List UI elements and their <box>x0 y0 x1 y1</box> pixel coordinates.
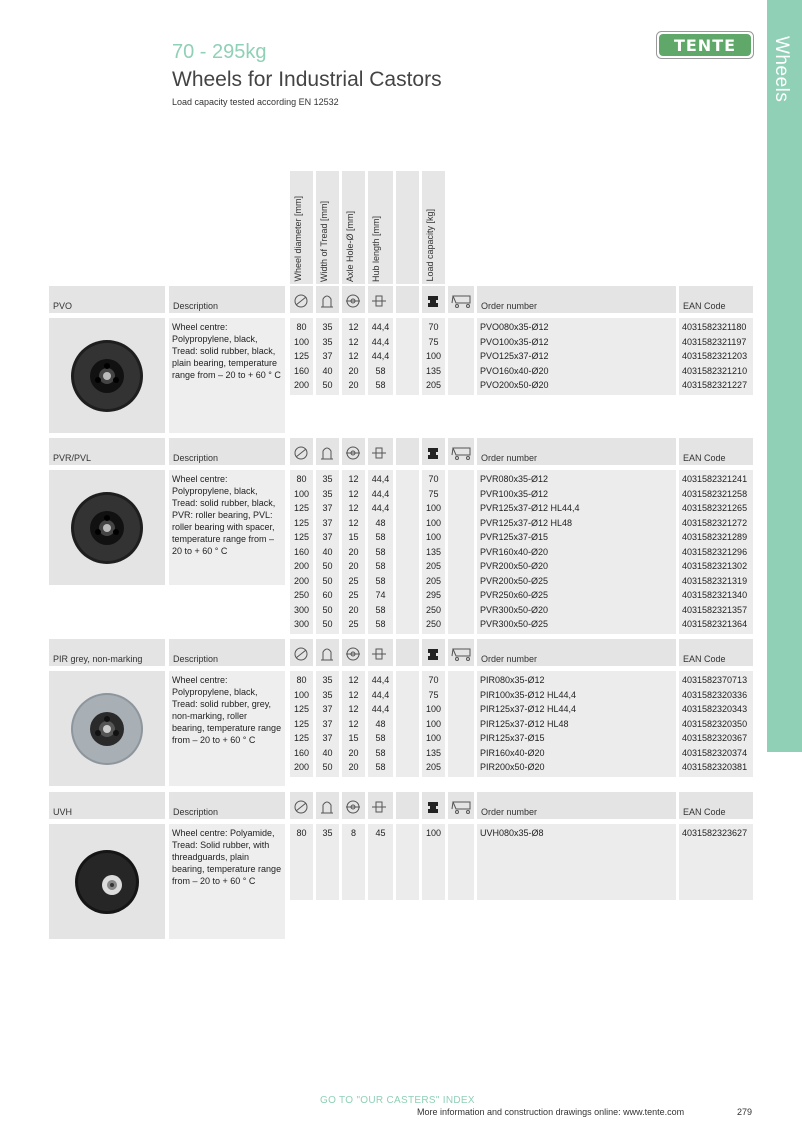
table-row <box>0 603 802 618</box>
axle-hole: 20 <box>348 747 359 758</box>
axle-hole-header <box>342 438 365 465</box>
axle-hole: 12 <box>348 704 359 714</box>
hub-length: 58 <box>375 747 386 758</box>
order-number[interactable]: PIR200x50-Ø20 <box>480 762 545 772</box>
wheel-diameter: 125 <box>293 351 310 361</box>
ean-code: 4031582321340 <box>682 590 748 600</box>
ean-code: 4031582320343 <box>682 704 748 714</box>
order-number[interactable]: PVR300x50-Ø20 <box>480 604 549 615</box>
axle-hole-header <box>342 639 365 666</box>
wheel-diameter: 125 <box>293 733 310 743</box>
ean-code: 4031582321296 <box>682 546 748 557</box>
load-capacity: 295 <box>425 590 442 600</box>
order-number[interactable]: PVR080x35-Ø12 <box>480 474 549 484</box>
section-header <box>49 639 165 666</box>
order-number-label: Order number <box>481 654 538 664</box>
section-name: PVR/PVL <box>53 453 92 463</box>
load-capacity: 205 <box>425 561 442 571</box>
description-header <box>169 286 285 313</box>
wheel-diameter: 160 <box>293 546 310 557</box>
ean-code: 4031582320350 <box>682 718 748 729</box>
wheel-diameter: 80 <box>296 828 307 838</box>
trolley-header <box>448 438 474 465</box>
tread-width: 40 <box>322 546 333 557</box>
trolley-header <box>448 792 474 819</box>
wheel-diameter: 80 <box>296 675 307 685</box>
axle-hole: 12 <box>348 474 359 484</box>
hub-length: 58 <box>375 575 386 586</box>
wheel-description: Wheel centre: Polypropylene, black, Tread: solid rubber, black, plain bearing, temperature range from – 20 to + 60 ° C <box>169 318 285 433</box>
table-row <box>0 530 802 545</box>
table-row <box>0 826 802 841</box>
order-number-label: Order number <box>481 453 538 463</box>
tread-width: 50 <box>322 575 333 586</box>
tread-width: 50 <box>322 762 333 772</box>
load-capacity: 205 <box>425 575 442 586</box>
table-row <box>0 617 802 632</box>
wheel-diameter: 80 <box>296 474 307 484</box>
hub-length-header <box>368 639 393 666</box>
hub-length: 58 <box>375 762 386 772</box>
wheel-diameter: 100 <box>293 488 310 499</box>
ean-code: 4031582321302 <box>682 561 748 571</box>
wheel-diameter: 100 <box>293 336 310 347</box>
tread-width: 35 <box>322 474 333 484</box>
hub-length: 48 <box>375 718 386 729</box>
tread-width: 50 <box>322 561 333 571</box>
section-header <box>49 438 165 465</box>
order-number[interactable]: PVR160x40-Ø20 <box>480 546 549 557</box>
axle-hole: 20 <box>348 604 359 615</box>
load-capacity: 100 <box>425 517 442 528</box>
ean-code: 4031582321289 <box>682 532 748 542</box>
wheel-diameter: 100 <box>293 689 310 700</box>
wheel-diameter: 160 <box>293 365 310 376</box>
tread-width: 35 <box>322 689 333 700</box>
load-capacity: 100 <box>425 704 442 714</box>
ean-code: 4031582320381 <box>682 762 748 772</box>
axle-hole: 25 <box>348 575 359 586</box>
axle-hole: 12 <box>348 503 359 513</box>
ean-code: 4031582321258 <box>682 488 748 499</box>
tread-width: 37 <box>322 532 333 542</box>
order-number[interactable]: PIR125x37-Ø12 HL44,4 <box>480 704 577 714</box>
ean-label: EAN Code <box>683 301 726 311</box>
section-name: UVH <box>53 807 73 817</box>
order-number[interactable]: PVO080x35-Ø12 <box>480 322 549 332</box>
ean-code: 4031582321203 <box>682 351 748 361</box>
trolley-header <box>448 639 474 666</box>
ean-header <box>679 792 753 819</box>
hub-length: 58 <box>375 733 386 743</box>
ean-label: EAN Code <box>683 453 726 463</box>
axle-hole: 20 <box>348 365 359 376</box>
load-capacity-header <box>422 286 445 313</box>
ean-code: 4031582321197 <box>682 336 747 347</box>
order-number[interactable]: PVR300x50-Ø25 <box>480 619 549 629</box>
wheel-diameter-header <box>290 639 313 666</box>
axle-hole: 12 <box>348 351 359 361</box>
ean-label: EAN Code <box>683 654 726 664</box>
hub-length: 45 <box>375 828 386 838</box>
wheel-description: Wheel centre: Polypropylene, black, Tread: solid rubber, black, PVR: roller bearing, PVL: roller bearing with spacer, temperature range from – 20 to + 60 ° C <box>169 470 285 585</box>
axle-hole: 20 <box>348 380 359 390</box>
load-capacity: 75 <box>428 488 439 499</box>
wheel-diameter: 200 <box>293 561 310 571</box>
col-header-wheel-diameter: Wheel diameter [mm] <box>290 171 313 284</box>
hub-length-header <box>368 438 393 465</box>
page-number: 279 <box>737 1107 753 1117</box>
tread-width: 37 <box>322 351 333 361</box>
col-header-hub-length: Hub length [mm] <box>368 171 393 284</box>
wheel-description: Wheel centre: Polypropylene, black, Tread: solid rubber, grey, non-marking, roller bearing, temperature range from – 20 to + 60 ° C <box>169 671 285 786</box>
load-capacity: 135 <box>425 546 442 557</box>
table-row <box>0 320 802 335</box>
load-capacity: 205 <box>425 380 442 390</box>
table-row <box>0 559 802 574</box>
ean-code: 4031582321319 <box>682 575 748 586</box>
order-number[interactable]: PVR250x60-Ø25 <box>480 590 549 600</box>
description-header <box>169 639 285 666</box>
order-number[interactable]: PVR100x35-Ø12 <box>480 488 549 499</box>
wheel-diameter: 125 <box>293 532 310 542</box>
tread-width: 35 <box>322 828 333 838</box>
tread-width: 50 <box>322 604 333 615</box>
table-row <box>0 717 802 732</box>
hub-length: 58 <box>375 532 386 542</box>
table-row <box>0 688 802 703</box>
tread-width: 37 <box>322 718 333 729</box>
axle-hole: 25 <box>348 590 359 600</box>
order-number[interactable]: PVO200x50-Ø20 <box>480 380 549 390</box>
ean-label: EAN Code <box>683 807 726 817</box>
hub-length: 44,4 <box>371 351 390 361</box>
table-row <box>0 574 802 589</box>
page-subtitle: Load capacity tested according EN 12532 <box>172 97 339 107</box>
tread-width: 37 <box>322 704 333 714</box>
load-capacity: 135 <box>425 365 442 376</box>
order-number-header <box>477 438 676 465</box>
ean-header <box>679 438 753 465</box>
footer-info: More information and construction drawings online: www.tente.com <box>417 1107 685 1117</box>
axle-hole: 20 <box>348 762 359 772</box>
trolley-header <box>448 286 474 313</box>
hub-length: 58 <box>375 380 386 390</box>
description-label: Description <box>173 807 219 817</box>
tread-width: 35 <box>322 675 333 685</box>
table-row <box>0 545 802 560</box>
load-capacity: 70 <box>428 675 439 685</box>
table-row <box>0 364 802 379</box>
table-row <box>0 335 802 350</box>
axle-hole: 12 <box>348 689 359 700</box>
hub-length: 48 <box>375 517 386 528</box>
blank-header <box>396 792 419 819</box>
hub-length: 58 <box>375 619 386 629</box>
tread-width-header <box>316 438 339 465</box>
wheel-diameter: 160 <box>293 747 310 758</box>
order-number[interactable]: PIR125x37-Ø12 HL48 <box>480 718 569 729</box>
wheel-diameter: 250 <box>293 590 310 600</box>
tread-width-header <box>316 792 339 819</box>
ean-code: 4031582320367 <box>682 733 748 743</box>
load-capacity: 75 <box>428 336 439 347</box>
blank-header <box>396 639 419 666</box>
wheel-diameter: 125 <box>293 517 310 528</box>
table-row <box>0 760 802 775</box>
ean-code: 4031582321357 <box>682 604 748 615</box>
load-capacity-header <box>422 792 445 819</box>
tread-width: 40 <box>322 365 333 376</box>
ean-code: 4031582321272 <box>682 517 748 528</box>
order-number[interactable]: PVO100x35-Ø12 <box>480 336 549 347</box>
ean-code: 4031582321180 <box>682 322 747 332</box>
table-row <box>0 349 802 364</box>
order-number[interactable]: PIR080x35-Ø12 <box>480 675 545 685</box>
tread-width: 35 <box>322 488 333 499</box>
load-capacity: 100 <box>425 733 442 743</box>
order-number-header <box>477 286 676 313</box>
order-number-label: Order number <box>481 301 538 311</box>
order-number[interactable]: PVR125x37-Ø12 HL44,4 <box>480 503 580 513</box>
wheel-diameter: 200 <box>293 575 310 586</box>
order-number-header <box>477 792 676 819</box>
wheel-diameter: 80 <box>296 322 307 332</box>
axle-hole: 12 <box>348 322 359 332</box>
order-number[interactable]: PVO125x37-Ø12 <box>480 351 549 361</box>
load-capacity: 100 <box>425 503 442 513</box>
tread-width-header <box>316 639 339 666</box>
table-row <box>0 702 802 717</box>
description-label: Description <box>173 654 219 664</box>
load-capacity: 70 <box>428 322 439 332</box>
axle-hole: 15 <box>348 532 359 542</box>
load-capacity-header <box>422 438 445 465</box>
hub-length: 44,4 <box>371 336 390 347</box>
order-number[interactable]: PVR200x50-Ø25 <box>480 575 549 586</box>
wheel-diameter: 125 <box>293 503 310 513</box>
hub-length: 44,4 <box>371 689 390 700</box>
ean-header <box>679 639 753 666</box>
hub-length-header <box>368 792 393 819</box>
section-name: PVO <box>53 301 73 311</box>
table-row <box>0 588 802 603</box>
table-row <box>0 673 802 688</box>
section-header <box>49 286 165 313</box>
load-capacity: 100 <box>425 351 442 361</box>
tread-width: 50 <box>322 619 333 629</box>
table-row <box>0 378 802 393</box>
wheel-photo <box>49 824 165 939</box>
ean-code: 4031582320336 <box>682 689 748 700</box>
order-number[interactable]: PIR160x40-Ø20 <box>480 747 545 758</box>
hub-length: 58 <box>375 604 386 615</box>
section-header <box>49 792 165 819</box>
load-capacity: 250 <box>425 619 442 629</box>
axle-hole: 15 <box>348 733 359 743</box>
description-header <box>169 792 285 819</box>
description-header <box>169 438 285 465</box>
col-header-load-capacity: Load capacity [kg] <box>422 171 445 284</box>
order-number[interactable]: PVO160x40-Ø20 <box>480 365 549 376</box>
tread-width: 37 <box>322 503 333 513</box>
axle-hole: 12 <box>348 517 359 528</box>
wheel-diameter-header <box>290 438 313 465</box>
tread-width: 37 <box>322 517 333 528</box>
tente-logo <box>656 31 754 59</box>
load-capacity: 100 <box>425 828 442 838</box>
wheel-diameter-header <box>290 792 313 819</box>
load-capacity: 205 <box>425 762 442 772</box>
table-row <box>0 472 802 487</box>
tread-width: 60 <box>322 590 333 600</box>
order-number[interactable]: UVH080x35-Ø8 <box>480 828 544 838</box>
hub-length: 44,4 <box>371 704 390 714</box>
axle-hole: 20 <box>348 546 359 557</box>
tread-width: 40 <box>322 747 333 758</box>
tread-width-header <box>316 286 339 313</box>
ean-code: 4031582370713 <box>682 675 748 685</box>
ean-code: 4031582321364 <box>682 619 748 629</box>
tread-width: 35 <box>322 322 333 332</box>
blank-header <box>396 438 419 465</box>
axle-hole: 12 <box>348 675 359 685</box>
axle-hole-header <box>342 286 365 313</box>
load-range: 70 - 295kg <box>172 41 267 63</box>
hub-length: 44,4 <box>371 503 390 513</box>
order-number[interactable]: PVR200x50-Ø20 <box>480 561 549 571</box>
wheel-diameter: 300 <box>293 604 310 615</box>
axle-hole: 12 <box>348 488 359 499</box>
table-row <box>0 501 802 516</box>
axle-hole: 20 <box>348 561 359 571</box>
col-header-blank <box>396 171 419 284</box>
tread-width: 35 <box>322 336 333 347</box>
table-row <box>0 746 802 761</box>
wheel-diameter: 300 <box>293 619 310 629</box>
ean-code: 4031582323627 <box>682 828 748 838</box>
hub-length: 58 <box>375 546 386 557</box>
hub-length: 58 <box>375 561 386 571</box>
casters-index-link[interactable]: GO TO "OUR CASTERS" INDEX <box>320 1095 475 1106</box>
load-capacity: 75 <box>428 689 439 700</box>
ean-code: 4031582321241 <box>682 474 748 484</box>
hub-length: 74 <box>375 590 386 600</box>
side-tab-label: Wheels <box>771 36 792 103</box>
wheel-diameter-header <box>290 286 313 313</box>
wheel-image <box>67 842 147 927</box>
hub-length: 44,4 <box>371 488 390 499</box>
order-number-label: Order number <box>481 807 538 817</box>
load-capacity: 100 <box>425 532 442 542</box>
blank-header <box>396 286 419 313</box>
order-number[interactable]: PIR100x35-Ø12 HL44,4 <box>480 689 577 700</box>
wheel-diameter: 125 <box>293 718 310 729</box>
wheel-diameter: 200 <box>293 762 310 772</box>
table-row <box>0 516 802 531</box>
tread-width: 50 <box>322 380 333 390</box>
load-capacity: 100 <box>425 718 442 729</box>
ean-header <box>679 286 753 313</box>
ean-code: 4031582320374 <box>682 747 748 758</box>
ean-code: 4031582321227 <box>682 380 748 390</box>
description-label: Description <box>173 453 219 463</box>
load-capacity: 250 <box>425 604 442 615</box>
axle-hole-header <box>342 792 365 819</box>
table-row <box>0 731 802 746</box>
load-capacity: 135 <box>425 747 442 758</box>
axle-hole: 12 <box>348 718 359 729</box>
hub-length: 44,4 <box>371 322 390 332</box>
section-name: PIR grey, non-marking <box>53 654 143 664</box>
hub-length: 44,4 <box>371 474 390 484</box>
wheel-diameter: 200 <box>293 380 310 390</box>
col-header-tread-width: Width of Tread [mm] <box>316 171 339 284</box>
order-number-header <box>477 639 676 666</box>
load-capacity-header <box>422 639 445 666</box>
axle-hole: 25 <box>348 619 359 629</box>
hub-length: 58 <box>375 365 386 376</box>
table-row <box>0 487 802 502</box>
hub-length-header <box>368 286 393 313</box>
hub-length: 44,4 <box>371 675 390 685</box>
page-title: Wheels for Industrial Castors <box>172 68 442 91</box>
order-number[interactable]: PVR125x37-Ø15 <box>480 532 549 542</box>
ean-code: 4031582321265 <box>682 503 748 513</box>
axle-hole: 12 <box>348 336 359 347</box>
svg-text:TENTE: TENTE <box>673 36 737 55</box>
ean-code: 4031582321210 <box>682 365 748 376</box>
order-number[interactable]: PIR125x37-Ø15 <box>480 733 545 743</box>
axle-hole: 8 <box>350 828 356 838</box>
col-header-axle-hole: Axle Hole-Ø [mm] <box>342 171 365 284</box>
load-capacity: 70 <box>428 474 439 484</box>
order-number[interactable]: PVR125x37-Ø12 HL48 <box>480 517 573 528</box>
wheel-description: Wheel centre: Polyamide, Tread: Solid rubber, with threadguards, plain bearing, temperature range from – 20 to + 60 ° C <box>169 824 285 939</box>
wheel-diameter: 125 <box>293 704 310 714</box>
tread-width: 37 <box>322 733 333 743</box>
description-label: Description <box>173 301 219 311</box>
